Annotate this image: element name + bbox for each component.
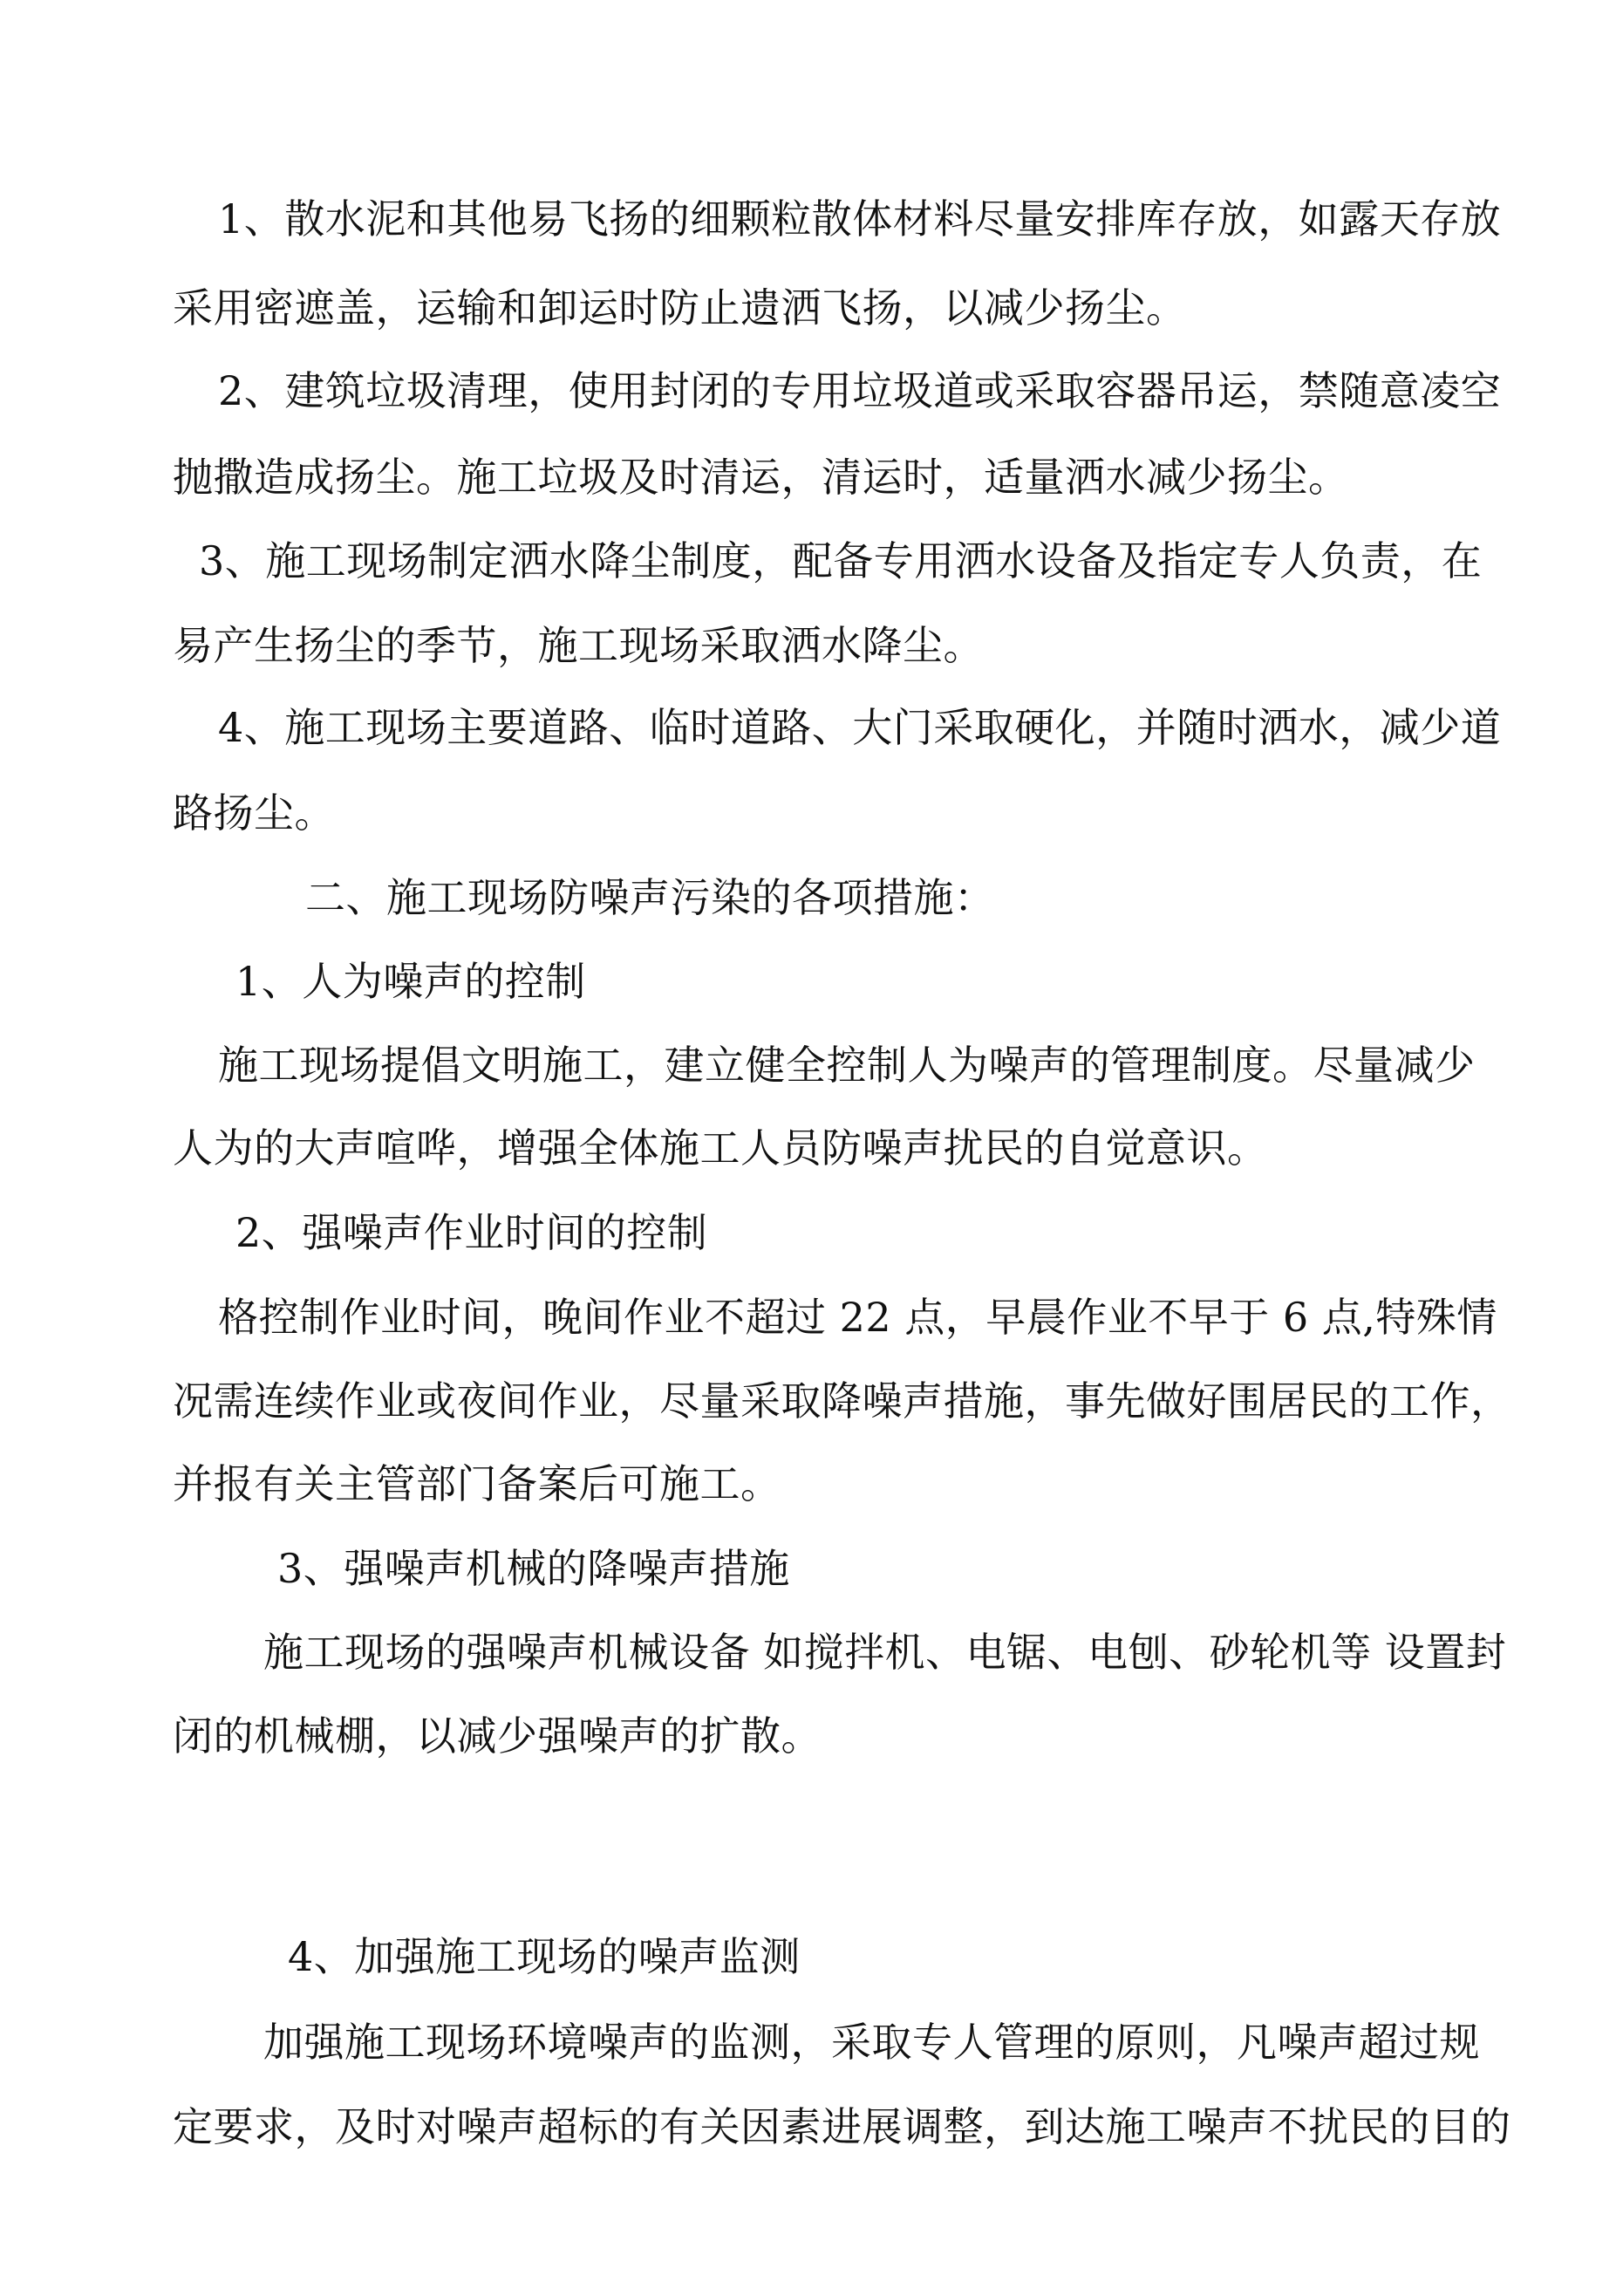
text-line-15: 况需连续作业或夜间作业，尽量采取降噪声措施，事先做好围居民的工作， <box>173 1377 1511 1425</box>
subheading-2: 2、强噪声作业时间的控制 <box>235 1209 708 1256</box>
text-line-18: 施工现场的强噪声机械设备 如搅拌机、电锯、电刨、砂轮机等 设置封 <box>263 1629 1507 1676</box>
text-line-21: 加强施工现场环境噪声的监测，采取专人管理的原则，凡噪声超过规 <box>263 2019 1480 2066</box>
text-line-14: 格控制作业时间，晚间作业不超过 22 点，早晨作业不早于 6 点,特殊情 <box>218 1294 1497 1341</box>
text-line-11: 施工现场提倡文明施工，建立健全控制人为噪声的管理制度。尽量减少 <box>218 1042 1476 1089</box>
section-heading: 二、施工现场防噪声污染的各项措施： <box>305 874 995 921</box>
text-line-4: 抛撒造成扬尘。施工垃圾及时清运，清运时，适量洒水减少扬尘。 <box>173 454 1349 501</box>
text-line-7: 4、施工现场主要道路、临时道路、大门采取硬化，并随时洒水，减少道 <box>218 704 1502 751</box>
text-line-19: 闭的机械棚，以减少强噪声的扩散。 <box>173 1712 822 1760</box>
text-line-22: 定要求，及时对噪声超标的有关因素进展调整，到达施工噪声不扰民的目的 <box>173 2103 1511 2150</box>
text-line-5: 3、施工现场制定洒水降尘制度，配备专用洒水设备及指定专人负责，在 <box>199 537 1483 584</box>
subheading-1: 1、人为噪声的控制 <box>235 958 586 1005</box>
text-line-16: 并报有关主管部门备案后可施工。 <box>173 1460 781 1507</box>
text-line-1: 1、散水泥和其他易飞扬的细颗粒散体材料尽量安排库存放，如露天存放 <box>218 195 1502 243</box>
text-line-3: 2、建筑垃圾清理，使用封闭的专用垃圾道或采取容器吊运，禁随意凌空 <box>218 367 1502 414</box>
subheading-4: 4、加强施工现场的噪声监测 <box>288 1933 801 1980</box>
text-line-6: 易产生扬尘的季节，施工现场采取洒水降尘。 <box>173 622 984 669</box>
subheading-3: 3、强噪声机械的降噪声措施 <box>277 1545 790 1592</box>
text-line-2: 采用密遮盖，运输和卸运时防止遗洒飞扬，以减少扬尘。 <box>173 284 1187 331</box>
text-line-8: 路扬尘。 <box>173 789 335 837</box>
text-line-12: 人为的大声喧哗，增强全体施工人员防噪声扰民的自觉意识。 <box>173 1124 1268 1172</box>
